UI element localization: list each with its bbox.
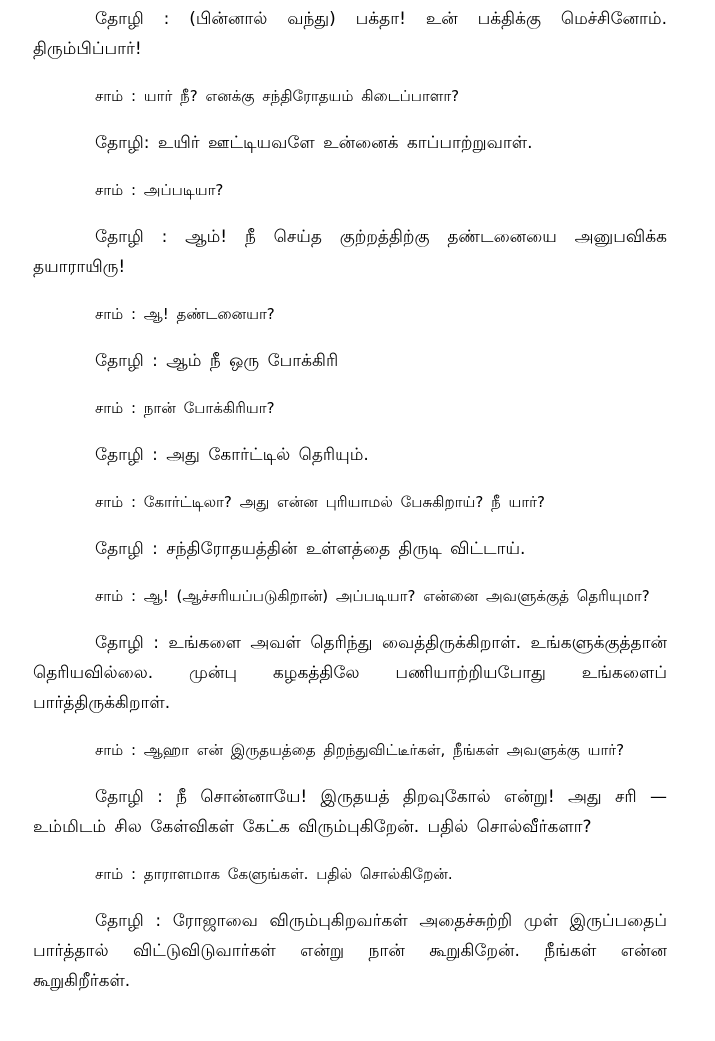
dialogue-line: தோழி : ஆம்! நீ செய்த குற்றத்திற்கு தண்டனையை அனுபவிக்க தயாராயிரு! (33, 227, 667, 277)
dialogue-line: தோழி: உயிர் ஊட்டியவளே உன்னைக் காப்பாற்றுவாள். (95, 133, 533, 153)
dialogue-line: சாம் : ஆஹா என் இருதயத்தை திறந்துவிட்டீர்கள், நீங்கள் அவளுக்கு யார்? (95, 741, 625, 759)
dialogue-line: சாம் : கோர்ட்டிலா? அது என்ன புரியாமல் பேசுகிறாய்? நீ யார்? (95, 493, 545, 511)
dialogue-line: தோழி : (பின்னால் வந்து) பக்தா! உன் பக்திக்கு மெச்சினோம். திரும்பிப்பார்! (33, 9, 667, 59)
dialogue-line: தோழி : ரோஜாவை விரும்புகிறவர்கள் அதைச்சுற்றி முள் இருப்பதைப் பார்த்தால் விட்டுவிடுவார்கள் என்று நான் கூறுகிறேன். நீங்கள் என்ன கூறுகிறீர்கள். (33, 911, 667, 991)
dialogue-line: தோழி : உங்களை அவள் தெரிந்து வைத்திருக்கிறாள். உங்களுக்குத்தான் தெரியவில்லை. முன்பு கழகத்திலே பணியாற்றியபோது உங்களைப் பார்த்திருக்கிறாள். (33, 633, 667, 713)
dialogue-line: தோழி : அது கோர்ட்டில் தெரியும். (95, 445, 369, 465)
dialogue-line: தோழி : நீ சொன்னாயே! இருதயத் திறவுகோல் என்று! அது சரி — உம்மிடம் சில கேள்விகள் கேட்க விரும்புகிறேன். பதில் சொல்வீர்களா? (33, 787, 667, 837)
dialogue-line: சாம் : அப்படியா? (95, 181, 224, 199)
dialogue-line: சாம் : நான் போக்கிரியா? (95, 399, 275, 417)
dialogue-line: சாம் : தாராளமாக கேளுங்கள். பதில் சொல்கிறேன். (95, 865, 453, 883)
dialogue-line: சாம் : ஆ! தண்டனையா? (95, 305, 275, 323)
document-page (33, 4, 667, 1013)
dialogue-line: தோழி : சந்திரோதயத்தின் உள்ளத்தை திருடி விட்டாய். (95, 539, 526, 559)
dialogue-line: சாம் : யார் நீ? எனக்கு சந்திரோதயம் கிடைப்பாளா? (95, 87, 460, 105)
dialogue-line: சாம் : ஆ! (ஆச்சரியப்படுகிறான்) அப்படியா? என்னை அவளுக்குத் தெரியுமா? (95, 587, 650, 605)
dialogue-line: தோழி : ஆம் நீ ஒரு போக்கிரி (95, 351, 339, 371)
